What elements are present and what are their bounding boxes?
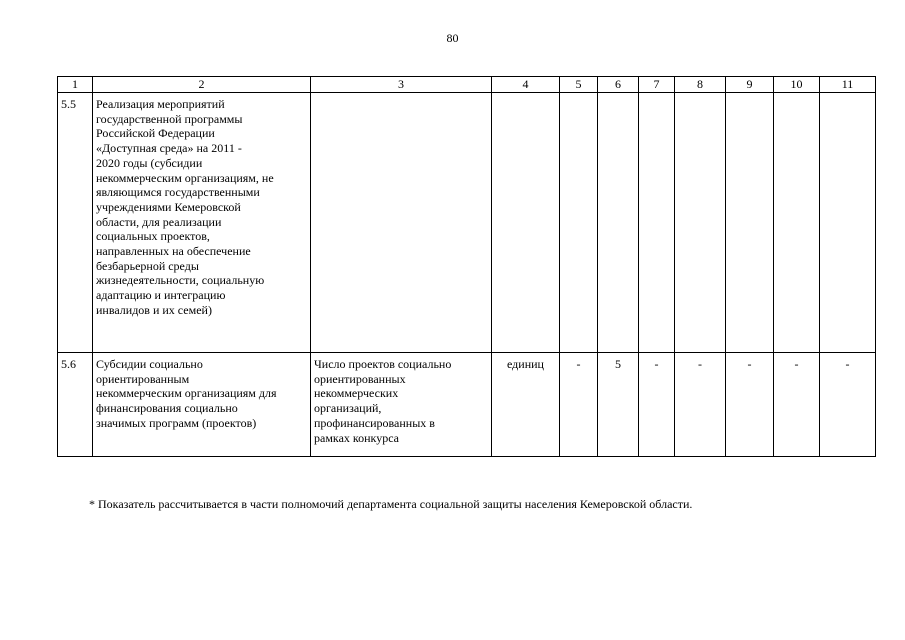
row-value <box>675 93 726 353</box>
header-cell: 9 <box>726 77 774 93</box>
row-indicator <box>311 353 492 457</box>
header-cell: 4 <box>492 77 560 93</box>
text-line: некоммерческим организациям для <box>96 386 277 401</box>
row-value <box>560 93 598 353</box>
row-value <box>726 93 774 353</box>
row-name <box>93 353 311 457</box>
row-value: 5 <box>598 353 639 457</box>
text-line: рамках конкурса <box>314 430 399 445</box>
text-line: некоммерческим организациям, не <box>96 170 274 185</box>
row-value <box>774 93 820 353</box>
row-number: 5.5 <box>58 93 93 353</box>
text-line: организаций, <box>314 401 382 416</box>
row-value: - <box>560 353 598 457</box>
page-number: 80 <box>446 31 459 45</box>
header-cell: 10 <box>774 77 820 93</box>
row-number: 5.6 <box>58 353 93 457</box>
text-line: инвалидов и их семей) <box>96 302 212 317</box>
header-cell: 2 <box>93 77 311 93</box>
text-line: жизнедеятельности, социальную <box>96 273 265 288</box>
row-value: - <box>774 353 820 457</box>
text-line: Реализация мероприятий <box>96 97 225 111</box>
header-cell: 8 <box>675 77 726 93</box>
text-line: Российской Федерации <box>96 126 215 141</box>
row-value: - <box>726 353 774 457</box>
text-line: адаптацию и интеграцию <box>96 288 226 303</box>
row-value <box>639 93 675 353</box>
text-line: ориентированным <box>96 371 190 386</box>
text-line: 2020 годы (субсидии <box>96 155 203 170</box>
table-header-row <box>58 77 876 93</box>
row-value: - <box>820 353 876 457</box>
text-line: учреждениями Кемеровской <box>96 199 241 214</box>
row-unit <box>492 93 560 353</box>
row-unit: единиц <box>492 353 560 457</box>
row-value <box>820 93 876 353</box>
header-cell: 7 <box>639 77 675 93</box>
text-line: ориентированных <box>314 371 406 386</box>
text-line: области, для реализации <box>96 214 222 229</box>
text-line: социальных проектов, <box>96 229 210 244</box>
text-line: Субсидии социально <box>96 357 203 371</box>
text-line: профинансированных в <box>314 415 435 430</box>
text-line: финансирования социально <box>96 401 238 416</box>
text-line: являющимся государственными <box>96 185 260 200</box>
indicators-table <box>57 76 876 457</box>
row-value: - <box>675 353 726 457</box>
row-value: - <box>639 353 675 457</box>
header-cell: 11 <box>820 77 876 93</box>
header-cell: 1 <box>58 77 93 93</box>
header-cell: 6 <box>598 77 639 93</box>
text-line: безбарьерной среды <box>96 258 199 273</box>
header-cell: 5 <box>560 77 598 93</box>
table-row <box>58 353 876 457</box>
text-line: некоммерческих <box>314 386 399 401</box>
text-line: Число проектов социально <box>314 357 452 371</box>
row-value <box>598 93 639 353</box>
text-line: значимых программ (проектов) <box>96 415 257 430</box>
table-row <box>58 93 876 353</box>
header-cell: 3 <box>311 77 492 93</box>
text-line: государственной программы <box>96 111 243 126</box>
footnote: * Показатель рассчитывается в части полномочий департамента социальной защиты населения Кемеровской области. <box>89 497 693 511</box>
row-indicator <box>311 93 492 353</box>
row-name <box>93 93 311 353</box>
text-line: направленных на обеспечение <box>96 244 251 259</box>
text-line: «Доступная среда» на 2011 - <box>96 141 242 156</box>
